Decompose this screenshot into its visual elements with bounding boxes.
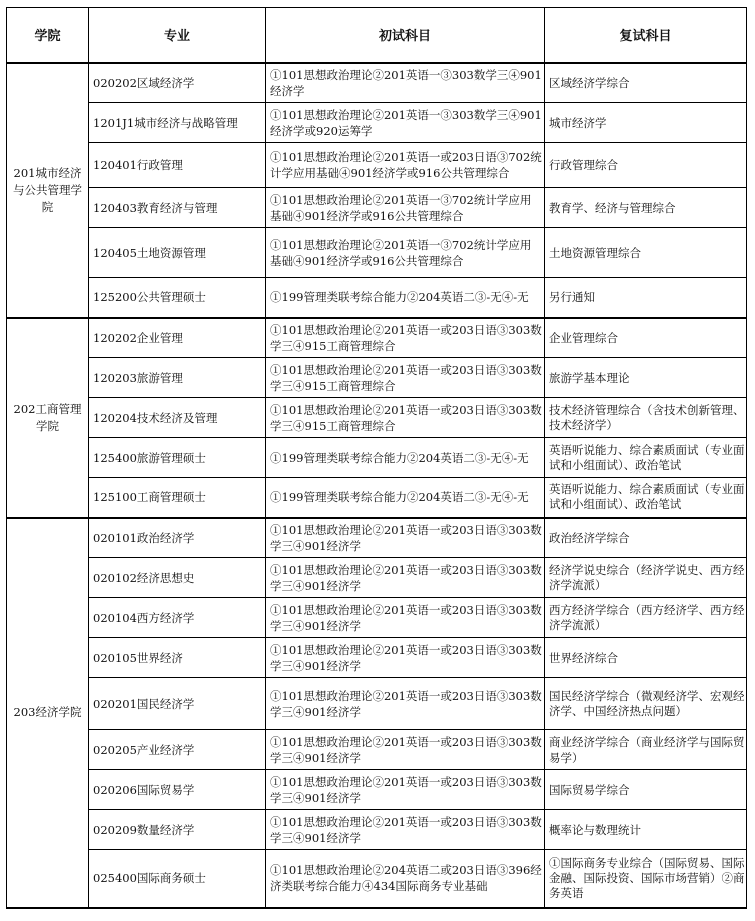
major-cell: 020209数量经济学 <box>89 810 266 850</box>
major-cell: 120401行政管理 <box>89 143 266 188</box>
first-exam-cell: ①101思想政治理论②201英语一③702统计学应用基础④901经济学或916公共管理综合 <box>266 188 545 228</box>
first-exam-cell: ①101思想政治理论②201英语一或203日语③303数学三④915工商管理综合 <box>266 398 545 438</box>
table-row <box>7 850 747 908</box>
first-exam-cell: ①101思想政治理论②201英语一或203日语③303数学三④901经济学 <box>266 770 545 810</box>
major-cell: 020102经济思想史 <box>89 558 266 598</box>
retest-cell: 技术经济管理综合（含技术创新管理、技术经济学） <box>545 398 747 438</box>
table-row <box>7 598 747 638</box>
retest-cell: 政治经济学综合 <box>545 518 747 558</box>
first-exam-cell: ①101思想政治理论②201英语一或203日语③303数学三④901经济学 <box>266 558 545 598</box>
table-row <box>7 188 747 228</box>
table-row <box>7 143 747 188</box>
retest-cell: 区域经济学综合 <box>545 63 747 103</box>
table-header-row <box>7 8 747 63</box>
table-row <box>7 103 747 143</box>
table-row <box>7 278 747 318</box>
table-row <box>7 358 747 398</box>
major-cell: 120202企业管理 <box>89 318 266 358</box>
table-row <box>7 478 747 518</box>
major-cell: 020105世界经济 <box>89 638 266 678</box>
header-first-exam: 初试科目 <box>266 8 545 63</box>
retest-cell: 旅游学基本理论 <box>545 358 747 398</box>
first-exam-cell: ①101思想政治理论②201英语一或203日语③303数学三④901经济学 <box>266 678 545 730</box>
header-college: 学院 <box>7 8 89 63</box>
retest-cell: 世界经济综合 <box>545 638 747 678</box>
major-cell: 125100工商管理硕士 <box>89 478 266 518</box>
retest-cell: 国民经济学综合（微观经济学、宏观经济学、中国经济热点问题） <box>545 678 747 730</box>
retest-cell: 概率论与数理统计 <box>545 810 747 850</box>
first-exam-cell: ①199管理类联考综合能力②204英语二③-无④-无 <box>266 278 545 318</box>
table-row <box>7 438 747 478</box>
college-cell: 201城市经济与公共管理学院 <box>7 63 89 318</box>
retest-cell: 城市经济学 <box>545 103 747 143</box>
first-exam-cell: ①101思想政治理论②201英语一或203日语③303数学三④901经济学 <box>266 518 545 558</box>
major-cell: 020205产业经济学 <box>89 730 266 770</box>
retest-cell: 商业经济学综合（商业经济学与国际贸易学） <box>545 730 747 770</box>
admission-subjects-table-container <box>6 7 746 909</box>
table-row <box>7 638 747 678</box>
retest-cell: 国际贸易学综合 <box>545 770 747 810</box>
table-row <box>7 228 747 278</box>
table-row <box>7 770 747 810</box>
major-cell: 020104西方经济学 <box>89 598 266 638</box>
first-exam-cell: ①101思想政治理论②201英语一或203日语③303数学三④901经济学 <box>266 598 545 638</box>
first-exam-cell: ①101思想政治理论②204英语二或203日语③396经济类联考综合能力④434国际商务专业基础 <box>266 850 545 908</box>
first-exam-cell: ①199管理类联考综合能力②204英语二③-无④-无 <box>266 478 545 518</box>
major-cell: 120204技术经济及管理 <box>89 398 266 438</box>
major-cell: 120405土地资源管理 <box>89 228 266 278</box>
first-exam-cell: ①101思想政治理论②201英语一或203日语③303数学三④901经济学 <box>266 730 545 770</box>
table-row <box>7 558 747 598</box>
first-exam-cell: ①199管理类联考综合能力②204英语二③-无④-无 <box>266 438 545 478</box>
major-cell: 125200公共管理硕士 <box>89 278 266 318</box>
retest-cell: 经济学说史综合（经济学说史、西方经济学流派） <box>545 558 747 598</box>
table-body <box>7 63 747 908</box>
major-cell: 020206国际贸易学 <box>89 770 266 810</box>
first-exam-cell: ①101思想政治理论②201英语一③702统计学应用基础④901经济学或916公共管理综合 <box>266 228 545 278</box>
retest-cell: ①国际商务专业综合（国际贸易、国际金融、国际投资、国际市场营销）②商务英语 <box>545 850 747 908</box>
major-cell: 1201J1城市经济与战略管理 <box>89 103 266 143</box>
college-cell: 202工商管理学院 <box>7 318 89 518</box>
table-row <box>7 678 747 730</box>
retest-cell: 英语听说能力、综合素质面试（专业面试和小组面试）、政治笔试 <box>545 478 747 518</box>
table-row <box>7 63 747 103</box>
major-cell: 025400国际商务硕士 <box>89 850 266 908</box>
first-exam-cell: ①101思想政治理论②201英语一或203日语③303数学三④915工商管理综合 <box>266 318 545 358</box>
major-cell: 125400旅游管理硕士 <box>89 438 266 478</box>
first-exam-cell: ①101思想政治理论②201英语一或203日语③303数学三④901经济学 <box>266 810 545 850</box>
retest-cell: 教育学、经济与管理综合 <box>545 188 747 228</box>
college-cell: 203经济学院 <box>7 518 89 908</box>
table-row <box>7 518 747 558</box>
major-cell: 120203旅游管理 <box>89 358 266 398</box>
major-cell: 120403教育经济与管理 <box>89 188 266 228</box>
first-exam-cell: ①101思想政治理论②201英语一③303数学三④901经济学 <box>266 63 545 103</box>
header-major: 专业 <box>89 8 266 63</box>
retest-cell: 另行通知 <box>545 278 747 318</box>
retest-cell: 企业管理综合 <box>545 318 747 358</box>
first-exam-cell: ①101思想政治理论②201英语一③303数学三④901经济学或920运筹学 <box>266 103 545 143</box>
first-exam-cell: ①101思想政治理论②201英语一或203日语③303数学三④915工商管理综合 <box>266 358 545 398</box>
retest-cell: 土地资源管理综合 <box>545 228 747 278</box>
table-row <box>7 810 747 850</box>
major-cell: 020202区域经济学 <box>89 63 266 103</box>
table-row <box>7 730 747 770</box>
major-cell: 020101政治经济学 <box>89 518 266 558</box>
admission-subjects-table <box>6 7 747 909</box>
retest-cell: 英语听说能力、综合素质面试（专业面试和小组面试）、政治笔试 <box>545 438 747 478</box>
table-row <box>7 398 747 438</box>
retest-cell: 行政管理综合 <box>545 143 747 188</box>
major-cell: 020201国民经济学 <box>89 678 266 730</box>
first-exam-cell: ①101思想政治理论②201英语一或203日语③303数学三④901经济学 <box>266 638 545 678</box>
first-exam-cell: ①101思想政治理论②201英语一或203日语③702统计学应用基础④901经济学或916公共管理综合 <box>266 143 545 188</box>
retest-cell: 西方经济学综合（西方经济学、西方经济学流派） <box>545 598 747 638</box>
table-row <box>7 318 747 358</box>
header-retest: 复试科目 <box>545 8 747 63</box>
